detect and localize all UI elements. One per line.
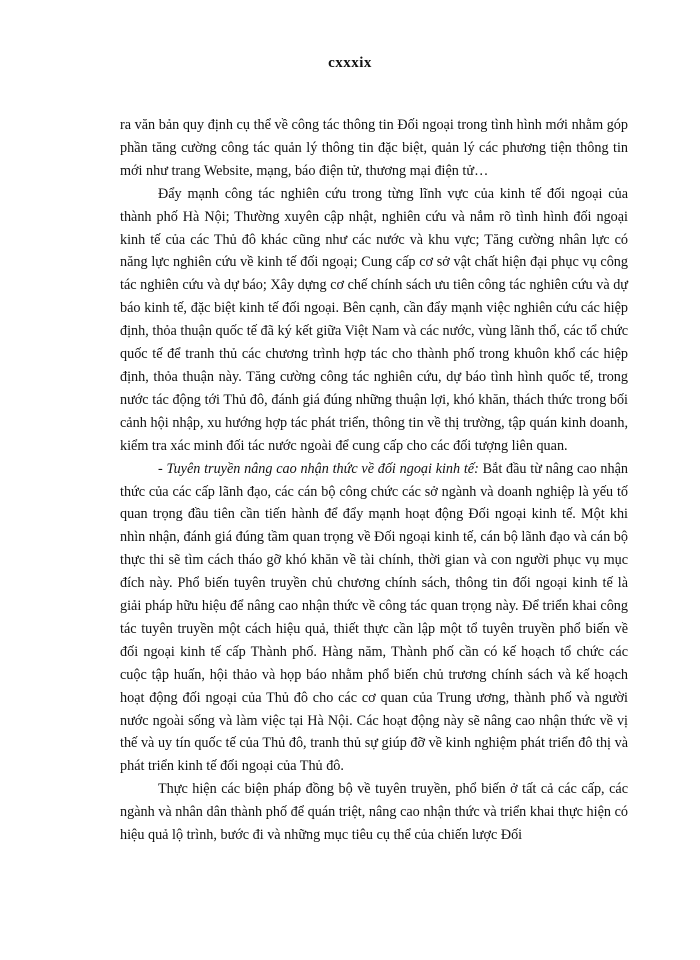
paragraph-4-text: Thực hiện các biện pháp đồng bộ về tuyên truyền, phổ biến ở tất cả các cấp, các ngành và nhân dân thành phố để quán triệt, nâng cao nhận thức và triển khai thực hiện có hiệu quả lộ trình, bước đi và những mục tiêu cụ thể của chiến lược Đối [120,781,628,844]
paragraph-3 [120,458,628,779]
paragraph-3-text: Bắt đầu từ nâng cao nhận thức của các cấp lãnh đạo, các cán bộ công chức các sở ngành và doanh nghiệp là yếu tố quan trọng đầu tiên cần tiến hành để đẩy mạnh hoạt động Đối ngoại kinh tế. Một khi nhìn nhận, đánh giá đúng tầm quan trọng về Đối ngoại kinh tế, cán bộ lãnh đạo và cán bộ thực thi sẽ tìm cách tháo gỡ khó khăn về tài chính, thời gian và con người phục vụ mục đích này. Phổ biến tuyên truyền chủ chương chính sách, thông tin đối ngoại kinh tế là giải pháp hữu hiệu để nâng cao nhận thức về công tác quan trọng này. Để triển khai công tác tuyên truyền một cách hiệu quả, thiết thực cần lập một tổ tuyên truyền phổ biến về đối ngoại kinh tế cấp Thành phố. Hàng năm, Thành phố cần có kế hoạch tổ chức các cuộc tập huấn, hội thảo và họp báo nhằm phổ biến chủ trương chính sách và kế hoạch hoạt động đối ngoại của Thủ đô cho các cơ quan của Trung ương, thành phố và người nước ngoài sống và làm việc tại Hà Nội. Các hoạt động này sẽ nâng cao nhận thức về vị thế và uy tín quốc tế của Thủ đô, tranh thủ sự giúp đỡ về kinh nghiệm phát triển đô thị và phát triển kinh tế đối ngoại của Thủ đô. [120,460,629,775]
paragraph-4 [120,778,628,847]
body-text [120,114,628,847]
paragraph-3-heading: - Tuyên truyền nâng cao nhận thức về đối ngoại kinh tế: [158,460,479,477]
paragraph-1-text: ra văn bản quy định cụ thể về công tác thông tin Đối ngoại trong tình hình mới nhằm góp phần tăng cường công tác quản lý thông tin đặc biệt, quản lý các phương tiện thông tin mới như trang Website, mạng, báo điện tử, thương mại điện tử… [120,117,628,179]
paragraph-1 [120,114,628,183]
paragraph-2 [120,183,628,458]
page-number: cxxxix [328,55,372,71]
paragraph-2-text: Đẩy mạnh công tác nghiên cứu trong từng lĩnh vực của kinh tế đối ngoại của thành phố Hà Nội; Thường xuyên cập nhật, nghiên cứu và nắm rõ tình hình đối ngoại kinh tế của các Thủ đô khác cũng như các nước và khu vực; Tăng cường nhân lực có năng lực nghiên cứu về kinh tế đối ngoại; Cung cấp cơ sở vật chất hiện đại phục vụ công tác nghiên cứu và dự báo; Xây dựng cơ chế chính sách ưu tiên công tác nghiên cứu và dự báo kinh tế, đặc biệt kinh tế đối ngoại. Bên cạnh, cần đẩy mạnh việc nghiên cứu các hiệp định, thỏa thuận quốc tế đã ký kết giữa Việt Nam và các nước, vùng lãnh thổ, các tổ chức quốc tế để tranh thủ các chương trình hợp tác cho thành phố trong khuôn khổ các hiệp định, thỏa thuận này. Tăng cường công tác nghiên cứu, dự báo tình hình quốc tế, trong nước tác động tới Thủ đô, đánh giá đúng những thuận lợi, khó khăn, thách thức trong bối cảnh hội nhập, xu hướng hợp tác phát triển, thông tin về thị trường, tập quán kinh doanh, kiểm tra xác minh đối tác nước ngoài để cung cấp cho các đối tượng liên quan. [120,185,628,454]
